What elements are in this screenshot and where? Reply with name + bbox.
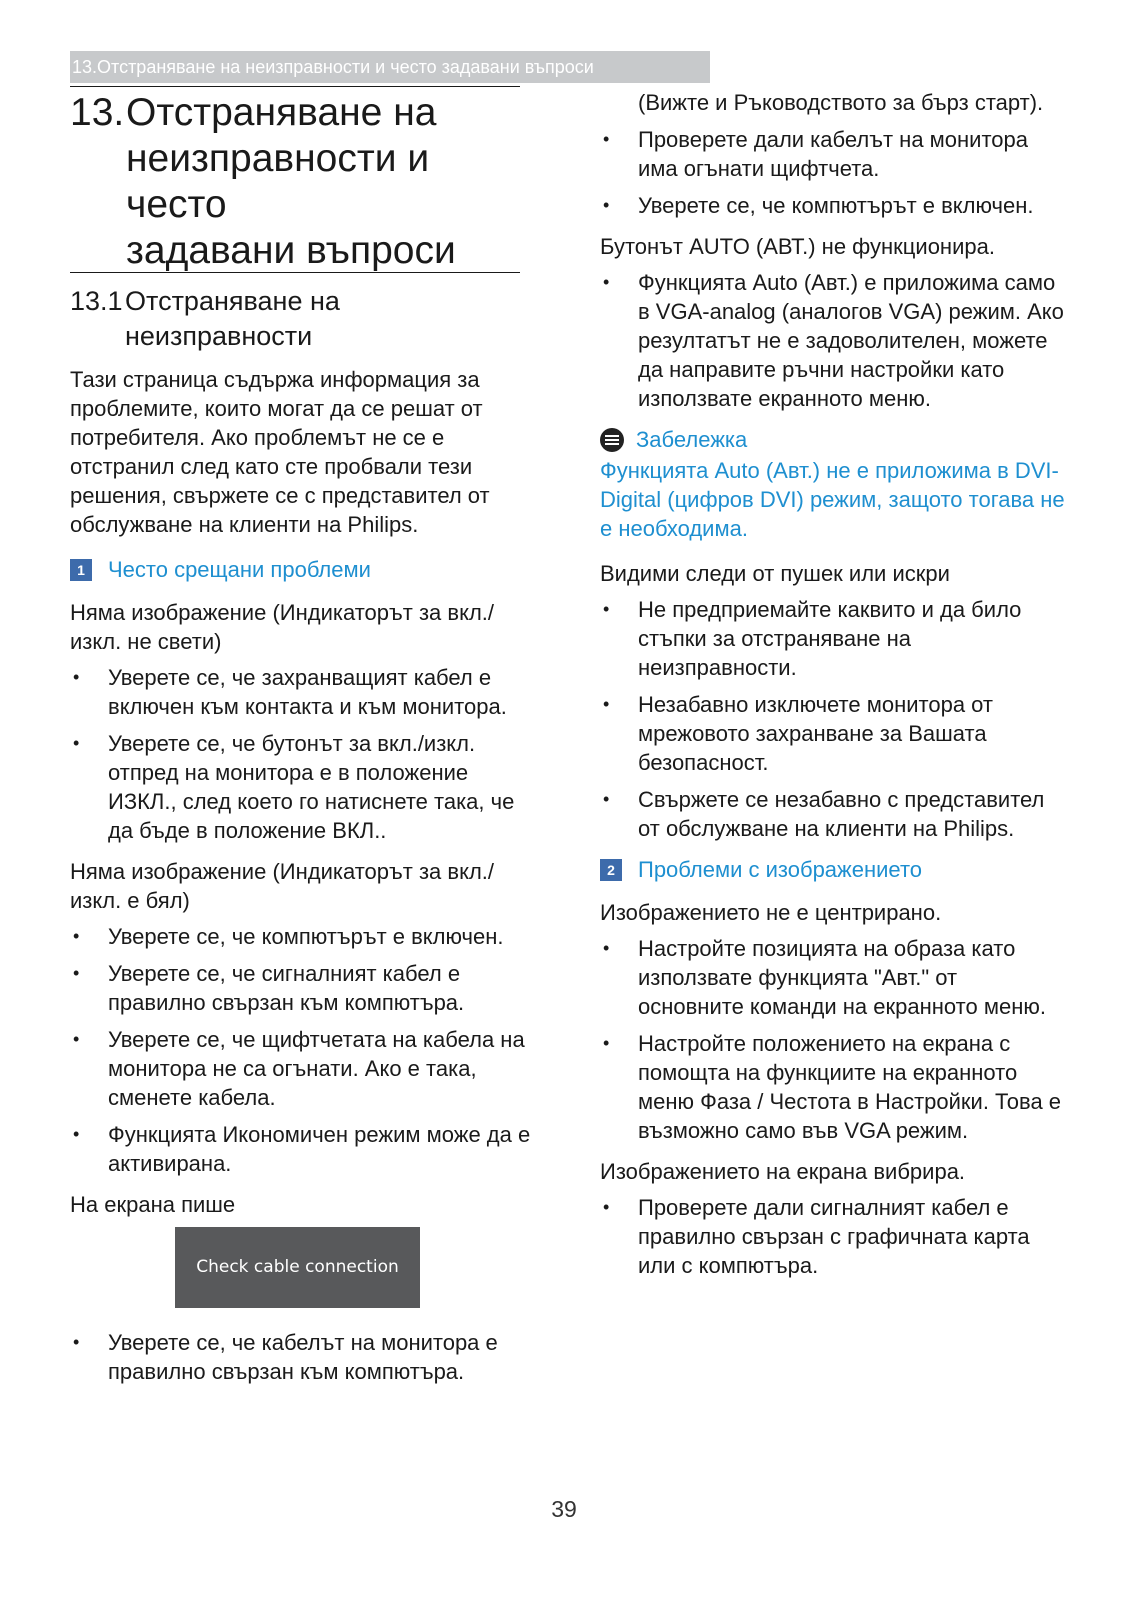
chapter-title [70,90,540,274]
chapter-title-line-2: неизправности и често [126,137,430,226]
screen-says-list-continued [600,125,1065,220]
no-picture-led-white-list [70,922,540,1178]
section-number: 13.1 [70,286,123,316]
list-item: • Уверете се, че кабелът на монитора е правилно свързан към компютъра. [70,1328,540,1386]
not-centered-list [600,934,1065,1145]
list-item: • Проверете дали сигналният кабел е правилно свързан с графичната карта или с компютъра. [600,1193,1065,1280]
image-vibrates-title: Изображението на екрана вибрира. [600,1159,966,1184]
list-item: • Уверете се, че компютърът е включен. [600,191,1065,220]
list-item: • Не предприемайте каквито и да било стъпки за отстраняване на неизправности. [600,595,1065,682]
smoke-sparks-title: Видими следи от пушек или искри [600,561,950,586]
list-item: • Свържете се незабавно с представител от обслужване на клиенти на Philips. [600,785,1065,843]
screen-says-title: На екрана пише [70,1192,236,1217]
list-item: • Функцията Икономичен режим може да е активирана. [70,1120,540,1178]
not-centered-title: Изображението не е центрирано. [600,900,942,925]
section-top-rule [70,272,520,273]
left-column [70,365,540,1398]
chapter-title-line-1: Отстраняване на [126,91,437,134]
common-problems-label: Често срещани проблеми [108,557,371,582]
osd-message-box [175,1227,420,1308]
image-problems-heading [600,855,1065,884]
list-item: • Уверете се, че захранващият кабел е включен към контакта и към монитора. [70,663,540,721]
chapter-number: 13. [70,91,125,134]
list-item: • Уверете се, че бутонът за вкл./изкл. отпред на монитора е в положение ИЗКЛ., след което го натиснете така, че да бъде в положение ВКЛ.. [70,729,540,845]
number-two-icon: 2 [600,859,622,881]
common-problems-heading [70,555,540,584]
number-one-icon: 1 [70,559,92,581]
chapter-top-rule [70,86,520,87]
no-picture-led-white-title: Няма изображение (Индикаторът за вкл./изкл. е бял) [70,859,495,913]
no-picture-led-off-list [70,663,540,845]
list-item: • Проверете дали кабелът на монитора има огънати щифтчета. [600,125,1065,183]
note-label: Забележка [636,427,748,452]
list-item: • Настройте позицията на образа като използвате функцията "Авт." от основните команди на екранното меню. [600,934,1065,1021]
running-header: 13.Отстраняване на неизправности и често задавани въпроси [70,51,710,83]
auto-button-list [600,268,1065,413]
smoke-sparks-list [600,595,1065,843]
list-item: • Настройте положението на екрана с помощта на функциите на екранното меню Фаза / Честота в Настройки. Това е възможно само във VGA режим. [600,1029,1065,1145]
image-vibrates-list [600,1193,1065,1280]
note-text: Функцията Auto (Авт.) не е приложима в DVI-Digital (цифров DVI) режим, защото тогава не е необходима. [600,458,1065,541]
list-item: • Незабавно изключете монитора от мрежовото захранване за Вашата безопасност. [600,690,1065,777]
list-item: • Функцията Auto (Авт.) е приложима само в VGA-analog (аналогов VGA) режим. Ако резултатът не е задоволителен, можете да направите ръчни настройки като използвате екранното меню. [600,268,1065,413]
intro-paragraph: Тази страница съдържа информация за проблемите, които могат да се решат от потребителя. Ако проблемът не се е отстранил след като сте пробвали тези решения, свържете се с представител от обслужване на клиенти на Philips. [70,367,490,537]
section-title-line-2: неизправности [125,321,313,351]
section-title [70,284,540,354]
page-number: 39 [551,1496,577,1522]
image-problems-label: Проблеми с изображението [638,857,923,882]
no-picture-led-off-title: Няма изображение (Индикаторът за вкл./изкл. не свети) [70,600,495,654]
chapter-title-line-3: задавани въпроси [126,229,456,272]
osd-message-text: Check cable connection [196,1257,399,1277]
list-item: • Уверете се, че компютърът е включен. [70,922,540,951]
section-title-line-1: Отстраняване на [125,286,340,316]
note-heading [600,425,1065,454]
list-item: • Уверете се, че щифтчетата на кабела на монитора не са огънати. Ако е така, сменете кабела. [70,1025,540,1112]
quick-start-reference: (Вижте и Ръководството за бърз старт). [638,90,1044,115]
auto-button-title: Бутонът AUTO (АВТ.) не функционира. [600,234,995,259]
right-column [600,88,1065,1292]
screen-says-list [70,1328,540,1386]
note-icon [600,428,624,452]
list-item: • Уверете се, че сигналният кабел е правилно свързан към компютъра. [70,959,540,1017]
